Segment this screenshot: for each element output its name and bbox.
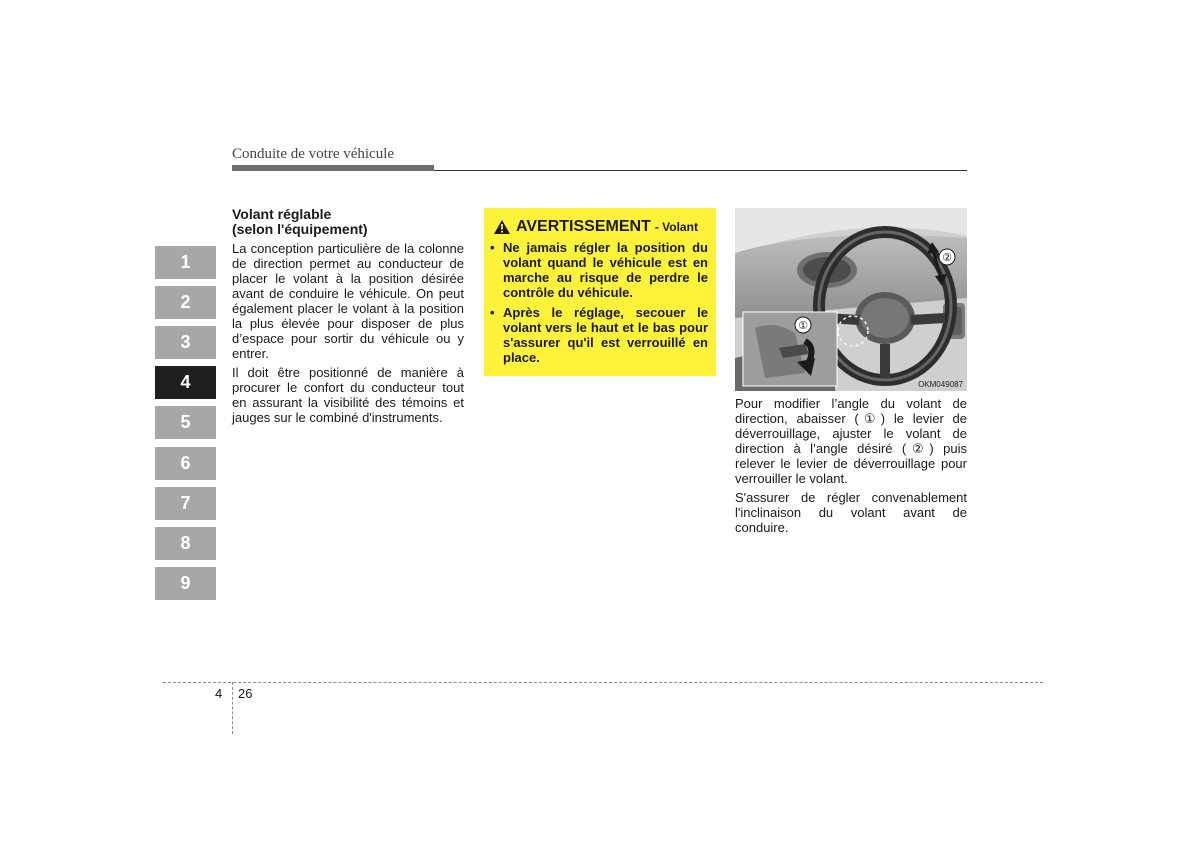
chapter-tab-8[interactable]: 8 xyxy=(155,527,216,560)
warning-item-text: Ne jamais régler la position du volant quand le véhicule est en marche au risque de perdre le contrôle du véhicule. xyxy=(503,240,708,300)
header-rule xyxy=(434,170,967,171)
warning-heading: AVERTISSEMENT xyxy=(516,218,651,235)
warning-item xyxy=(490,240,708,300)
section-paragraph: Il doit être positionné de manière à procurer le confort du conducteur tout en assurant la visibilité des témoins et jauges sur le combiné d'instruments. xyxy=(232,365,464,425)
instruction-column xyxy=(735,396,967,539)
instruction-paragraph: S'assurer de régler convenablement l'inclinaison du volant avant de conduire. xyxy=(735,490,967,535)
chapter-tab-2[interactable]: 2 xyxy=(155,286,216,319)
steering-wheel-illustration xyxy=(735,208,967,391)
section-title-line2: (selon l'équipement) xyxy=(232,221,368,237)
chapter-tab-4[interactable]: 4 xyxy=(155,366,216,399)
warning-title xyxy=(494,218,698,236)
footer-divider xyxy=(232,682,233,734)
warning-item-text: Après le réglage, secouer le volant vers le haut et le bas pour s'assurer qu'il est verrouillé en place. xyxy=(503,305,708,365)
warning-box xyxy=(484,208,716,376)
steering-wheel-drawing xyxy=(735,208,967,391)
section-title xyxy=(232,207,464,237)
footer-rule xyxy=(163,682,1043,683)
chapter-tab-6[interactable]: 6 xyxy=(155,447,216,480)
instruction-paragraph: Pour modifier l’angle du volant de direction, abaisser (①) le levier de déverrouillage, ajuster le volant de direction à l’angle désiré (②) puis relever le levier de déverrouillage pour verrouiller le volant. xyxy=(735,396,967,486)
warning-item xyxy=(490,305,708,365)
chapter-tab-1[interactable]: 1 xyxy=(155,246,216,279)
section-paragraph: La conception particulière de la colonne de direction permet au conducteur de placer le volant à la position désirée avant de conduire le véhicule. On peut également placer le volant à la position la plus élevée pour disposer de plus d’espace pour sortir du véhicule ou y entrer. xyxy=(232,241,464,361)
chapter-tab-5[interactable]: 5 xyxy=(155,406,216,439)
figure-code: OKM049087 xyxy=(918,380,963,389)
section-title-line1: Volant réglable xyxy=(232,206,332,222)
chapter-tab-3[interactable]: 3 xyxy=(155,326,216,359)
bullet: • xyxy=(490,240,495,255)
section-column xyxy=(232,207,464,429)
footer-chapter-number: 4 xyxy=(215,686,223,701)
chapter-tab-9[interactable]: 9 xyxy=(155,567,216,600)
header-rule-thick xyxy=(232,165,434,171)
warning-list xyxy=(490,240,708,370)
running-header: Conduite de votre véhicule xyxy=(232,146,395,162)
marker-2-label: ② xyxy=(942,251,952,264)
warning-triangle-icon xyxy=(494,220,510,234)
footer-page-number: 26 xyxy=(238,686,253,701)
bullet: • xyxy=(490,305,495,320)
warning-subheading: - Volant xyxy=(654,220,698,234)
chapter-tab-7[interactable]: 7 xyxy=(155,487,216,520)
marker-1-label: ① xyxy=(798,319,808,332)
